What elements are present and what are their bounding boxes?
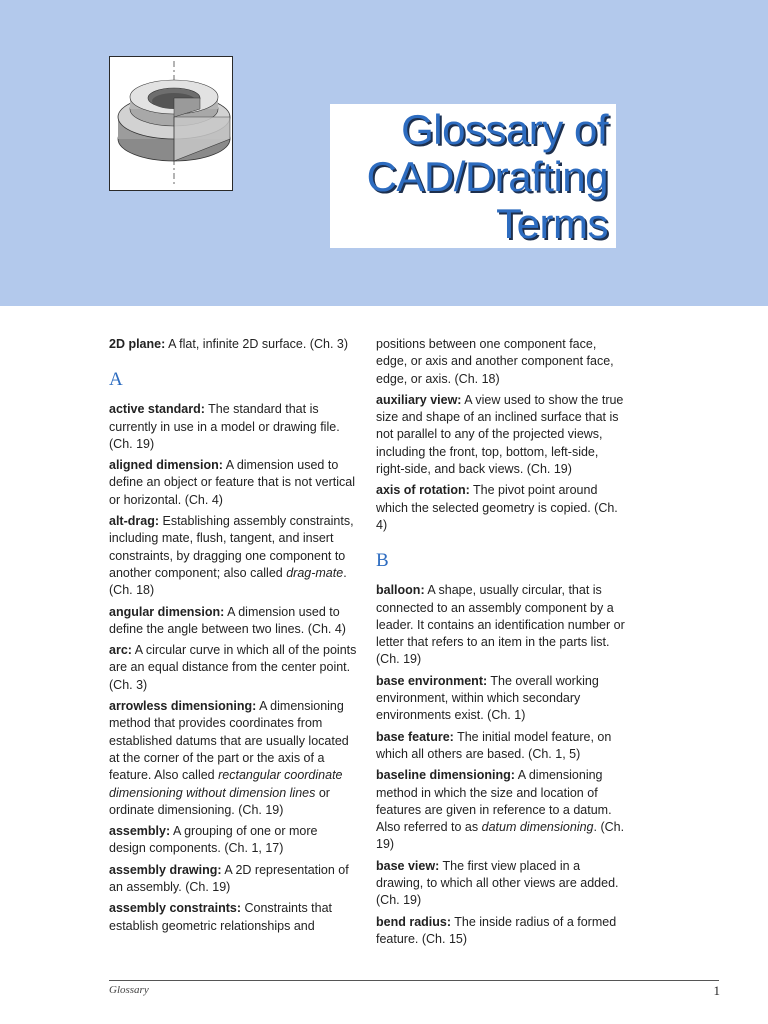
glossary-entry: [376, 392, 628, 478]
glossary-entry: [376, 673, 628, 725]
entry-definition: A dimensioning method in which the size and location of features are given in reference to a datum. Also referred to as: [376, 768, 612, 835]
entry-definition: Constraints that establish geometric relationships and: [109, 901, 333, 933]
entry-term: assembly constraints:: [109, 901, 241, 916]
glossary-entry: [109, 900, 357, 935]
entry-definition: A dimensioning method that provides coordinates from established datums that are usually located at the corner of the part or the axis of a feature. Also called: [109, 699, 349, 783]
cad-part-illustration: [109, 56, 233, 191]
glossary-entry: [109, 604, 357, 639]
glossary-entry: [109, 698, 357, 819]
entry-definition: A dimension used to define an object or feature that is not vertical or horizontal. (Ch. 4): [109, 458, 355, 507]
entry-term: aligned dimension:: [109, 458, 223, 473]
glossary-entry: [376, 914, 628, 949]
glossary-entry: [109, 457, 357, 509]
entry-definition: A circular curve in which all of the points are an equal distance from the center point. (Ch. 3): [109, 643, 357, 692]
entry-term: baseline dimensioning:: [376, 768, 515, 783]
entry-definition: A dimension used to define the angle between two lines. (Ch. 4): [109, 604, 346, 636]
glossary-entry: [376, 582, 628, 668]
entry-definition-tail: . (Ch. 18): [109, 565, 347, 598]
title-box: [330, 104, 616, 248]
entry-definition-tail: or ordinate dimensioning. (Ch. 19): [109, 785, 330, 817]
title-line-1: Glossary of: [401, 106, 608, 153]
entry-term: bend radius:: [376, 914, 452, 929]
section-letter-b: B: [376, 550, 389, 572]
entry-term: base feature:: [376, 729, 454, 744]
entry-term: 2D plane:: [109, 337, 166, 351]
entry-definition: A view used to show the true size and shape of an inclined surface that is not parallel to any of the projected views, including the front, top, bottom, left-side, right-side, and back views. (Ch. 19): [376, 392, 624, 477]
glossary-entry: [109, 642, 357, 694]
entry-term: angular dimension:: [109, 604, 225, 619]
glossary-entry: [376, 767, 628, 853]
glossary-entry: [109, 513, 357, 599]
entry-definition-italic: drag-mate: [286, 565, 344, 580]
glossary-entry: [376, 729, 628, 764]
page-title: [367, 106, 608, 247]
glossary-entry: [109, 862, 357, 897]
entry-definition: The inside radius of a formed feature. (Ch. 15): [376, 914, 617, 946]
entry-definition: The overall working environment, within which secondary environments exist. (Ch. 1): [376, 673, 599, 723]
glossary-entry: [109, 336, 357, 353]
footer-section-label: Glossary: [109, 984, 149, 996]
entry-definition-italic: rectangular coordinate dimensioning without dimension lines: [109, 768, 343, 800]
entry-definition-tail: . (Ch. 19): [376, 820, 625, 852]
entry-term: active standard:: [109, 402, 205, 417]
glossary-entry: [376, 482, 628, 534]
entry-definition: A grouping of one or more design components. (Ch. 1, 17): [109, 824, 318, 856]
entry-definition: A 2D representation of an assembly. (Ch. 19): [109, 862, 349, 895]
footer-page-number: 1: [713, 983, 720, 998]
title-line-2: CAD/Drafting: [366, 153, 608, 200]
entry-term: arc:: [109, 643, 132, 658]
entry-term: balloon:: [376, 583, 425, 598]
entry-term: base view:: [376, 858, 440, 873]
entry-definition: The first view placed in a drawing, to which all other views are added. (Ch. 19): [376, 858, 619, 908]
entry-term: assembly drawing:: [109, 862, 222, 877]
section-letter-a: A: [109, 369, 123, 391]
entry-definition: The initial model feature, on which all others are based. (Ch. 1, 5): [376, 729, 612, 761]
entry-definition: A flat, infinite 2D surface. (Ch. 3): [168, 337, 349, 351]
entry-definition: The pivot point around which the selected geometry is copied. (Ch. 4): [376, 483, 618, 532]
right-column: [376, 336, 628, 952]
entry-term: axis of rotation:: [376, 483, 470, 498]
entry-term: arrowless dimensioning:: [109, 699, 257, 714]
entry-term: alt-drag:: [109, 514, 159, 529]
glossary-entry: [376, 858, 628, 910]
entry-term: auxiliary view:: [376, 392, 462, 407]
glossary-entry: [109, 823, 357, 858]
entry-definition-italic: datum dimensioning: [481, 820, 594, 835]
entry-definition: A shape, usually circular, that is connected to an assembly component by a leader. It contains an identification number or letter that refers to an item in the parts list. (Ch. 19): [376, 583, 625, 667]
left-column: [109, 336, 357, 939]
entry-definition: The standard that is currently in use in a model or drawing file. (Ch. 19): [109, 402, 340, 451]
glossary-entry: [109, 401, 357, 453]
entry-term: assembly:: [109, 824, 171, 839]
entry-definition: Establishing assembly constraints, including mate, flush, tangent, and insert constraints, by dragging one component to another component; also called: [109, 514, 354, 580]
entry-continuation: positions between one component face, edge, or axis and another component face, edge, or axis. (Ch. 18): [376, 337, 614, 386]
cad-part-image: [110, 57, 232, 190]
title-line-3: Terms: [496, 200, 608, 247]
footer-rule: [109, 980, 719, 981]
entry-term: base environment:: [376, 673, 488, 688]
